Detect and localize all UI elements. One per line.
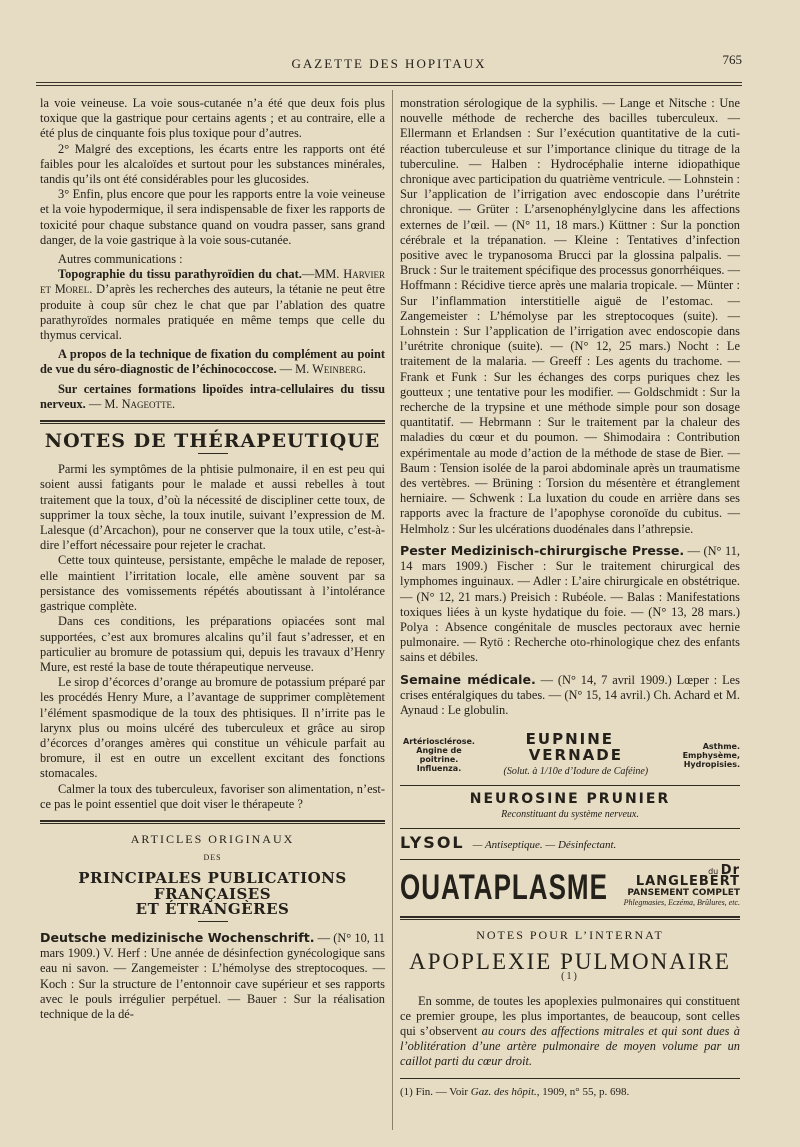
ad-ouataplasme-subtitle: PANSEMENT COMPLET [627, 888, 740, 899]
ad-ouataplasme-details [608, 863, 740, 908]
articles-des: DES [203, 853, 222, 863]
page-number: 765 [722, 52, 742, 67]
paragraph: Parmi les symptômes de la phtisie pulmonaire, il en est peu qui soient aussi fatigants pour le malade et aussi rebelles à tout traitement que la toux, d’où la nécessité de discipliner cette toux, de supprimer la toux sèche, la toux inutile, suivant l’expression de M. Lalesque (d’Arcachon), pour ne conserver que la toux utile, c’est-à-dire l’effort nécessaire pour rejeter le crachat. [40, 462, 385, 553]
ad-divider [400, 828, 740, 829]
right-column [400, 96, 740, 1100]
paragraph: Le sirop d’écorces d’orange au bromure de potassium préparé par les procédés Henry Mure, a l’avantage de supprimer complètement l’élément spasmodique de la toux des phtisiques. Il n’irrite pas le larynx plus ou moins ulcéré des tuberculeux et grâce au sirop d’écorces d’oranges amères qui constitue un véhicule parfait au bromure, il est en outre un excellent excitant des fonctions stomacales. [40, 675, 385, 781]
column-divider [392, 90, 393, 1130]
journal-name: Semaine médicale. [400, 671, 536, 687]
ad-eupnine-brand [478, 732, 674, 763]
section-rule [400, 916, 740, 920]
footnote [400, 1085, 740, 1100]
ad-neurosine-brand: NEUROSINE PRUNIER [469, 790, 671, 807]
footnote-text: (1) Fin. — Voir [400, 1085, 471, 1098]
paragraph-italic-text: au cours des affections mitrales et qui sont dues à l’oblitération d’une artère pulmonaire de moyen volume par un caillot parti du cœur droit. [400, 1024, 740, 1069]
communication-title: Topographie du tissu parathyroïdien du chat. [58, 267, 302, 282]
therapy-section-title: NOTES DE THÉRAPEUTIQUE [44, 430, 381, 453]
footnote-text: , 1909, n° 55, p. 698. [536, 1085, 630, 1098]
ad-ouataplasme-doctor: Dr LANGLEBERT [635, 863, 740, 890]
communication-authors: — M. Weinberg. [276, 362, 366, 377]
journal-entry [40, 930, 385, 1022]
journal-text-continued: monstration sérologique de la syphilis. — Lange et Nitsche : Une nouvelle méthode de recherche des bacilles tuberculeux. — Ellermann et Erlandsen : Sur l’exécution quantitative de la cuti-réaction tuberculeuse et sur l’importance clinique du titrage de la tuberculine. — Halben : Hydrocéphalie interne idiopathique chronique avec participation du quatrième ventricule. — Lohnstein : Sur l’application de l’irrigation avec endoscopie dans l’urétrite chronique. — Grüter : L’arsenophénylglycine dans les affections externes de l’œil. — (N° 11, 18 mars.) Küttner : Sur la ponction cérébrale et la trépanation. — Kleine : Tentatives d’infection positive avec le trypanosoma Brucci par la glossina palpalis. — Bruck : Sur le traitement spécifique des processus gonorrhéiques. — Hoffmann : Récidive tierce après une malaria tropicale. — Münter : Sur l’inflammation interstitielle aiguë de l’estomac. — Zangemeister : L’hémolyse par les streptocoques (suite). — Lohnstein : Sur l’application de l’irrigation avec endoscopie dans l’urétrite chronique (suite). — (N° 12, 25 mars.) Nocht : Le traitement de la malaria. — Greeff : Les agents du trachome. — Frank et Funk : Sur les échanges des corps puriques chez les goutteux ; une tentative pour les modifier. — Goldschmidt : Sur la recherche de la trypsine et une méthode simple pour son dosage quantitatif. — Hebrmann : Sur le traitement par la chaleur des maladies du cœur et du poumon. — Shimodaira : Contribution expérimentale au mode d’action de la méthode de stase de Bier. — Baum : Tension isolée de la paroi abdominale après un traumatisme des vertèbres. — Brüning : Torsion du mésentère et étranglement herniaire. — Schwenk : La luxation du coude en arrière dans ses rapports avec la fracture de l’apophyse coronoïde du cubitus. — Helmholz : Sur les ulcérations duodénales dans l’athrepsie. [400, 96, 740, 536]
paragraph: Dans ces conditions, les préparations opiacées sont mal supportées, c’est aux bromures alcalins qu’il faut s’adresser, et en particulier au bromure de potassium qui, depuis les travaux d’Henry Mure, est resté la base de toute thérapeutique nerveuse. [40, 614, 385, 674]
journal-text: — (N° 11, 14 mars 1909.) Fischer : Sur le traitement chirurgical des lymphomes inguinaux. — Adler : L’aire chirurgicale en obstétrique. — (N° 12, 21 mars.) Preisich : Rubéole. — Balas : Manifestations toxiques liées à un kyste hydatique du foie. — (N° 13, 28 mars.) Polya : Absence congénitale de muscles pectoraux avec hernie pulmonaire. — Rytö : Recherche oto-rhinologique chez des enfants sains et débiles. [400, 543, 740, 665]
communication-title: Sur certaines formations lipoïdes intra-cellulaires du tissu nerveux. [40, 381, 385, 411]
journal-name: Pester Medizinisch-chirurgische Presse. [400, 542, 685, 558]
left-column [40, 96, 385, 1022]
paragraph: la voie veineuse. La voie sous-cutanée n’a été que deux fois plus toxique que la gastrique pour certains agents ; et au contraire, elle a été plus de cinquante fois plus toxique pour d’autres. [40, 96, 385, 141]
communication-entry [40, 267, 385, 343]
paragraph-text: En somme, de toutes les apoplexies pulmonaires qui constituent ce premier groupe, les plus importantes, de beaucoup, sont celles qui s’observent [400, 993, 740, 1039]
header-rule [36, 82, 742, 86]
footnote-marker: (1) [561, 970, 579, 982]
ad-eupnine-center [478, 732, 674, 779]
ad-eupnine-indications-right: Asthme. Emphysème, Hydropisies. [682, 741, 740, 769]
ad-brand-word: EUPNINE [525, 730, 615, 749]
ad-divider [400, 859, 740, 860]
ad-neurosine-subtitle: Reconstituant du système nerveux. [501, 808, 639, 820]
section-rule [40, 820, 385, 824]
ad-eupnine-indications-left: Artériosclérose. Angine de poitrine. Influenza. [403, 737, 475, 774]
communication-authors: —MM. Harvier et Morel. [40, 267, 385, 297]
ad-neurosine [400, 792, 740, 822]
advertisements [400, 732, 740, 908]
apoplexy-title [400, 948, 740, 988]
journal-entry [400, 672, 740, 719]
communication-title: A propos de la technique de fixation du complément au point de vue du séro-diagnostic de l’échinococcose. [40, 347, 385, 377]
ad-lysol [400, 835, 740, 853]
journal-name: Deutsche medizinische Wochenschrift. [40, 929, 315, 945]
communication-entry [40, 347, 385, 377]
journal-entry [400, 543, 740, 666]
ad-ouataplasme [400, 863, 740, 908]
articles-title-line2: ET ÉTRANGÈRES [135, 899, 290, 918]
paragraph: 3° Enfin, plus encore que pour les rapports entre la voie veineuse et la voie hypodermique, il sera indispensable de fixer les rapports de toxicité pour chaque substance quand on voudra passer, sans grand danger, de la voie gastrique à la voie sous-cutanée. [40, 187, 385, 247]
title-underline [198, 453, 228, 454]
running-title: GAZETTE DES HOPITAUX [291, 56, 487, 71]
ad-brand-word: VERNADE [528, 746, 623, 765]
footnote-source: Gaz. des hôpit. [470, 1085, 537, 1098]
ad-divider [400, 785, 740, 786]
paragraph: 2° Malgré des exceptions, les écarts entre les rapports ont été faibles pour les alcaloïdes et surtout pour les substances minérales, tandis qu’ils ont été considérables pour les glucosides. [40, 141, 385, 187]
page-header [36, 52, 742, 80]
ad-ouataplasme-indications: Phlegmasies, Eczéma, Brûlures, etc. [623, 898, 740, 908]
articles-kicker: ARTICLES ORIGINAUX [130, 831, 295, 846]
title-underline [198, 921, 228, 922]
ad-lysol-subtitle: — Antiseptique. — Désinfectant. [472, 839, 617, 852]
ad-ouataplasme-brand: OUATAPLASME [400, 866, 608, 907]
internat-kicker: NOTES POUR L’INTERNAT [476, 928, 664, 943]
communication-entry [40, 382, 385, 412]
ad-eupnine-subtitle: (Solut. à 1/10e d’Iodure de Caféine) [503, 765, 649, 777]
paragraph [400, 994, 740, 1070]
paragraph: Cette toux quinteuse, persistante, empêche le malade de reposer, elle maintient l’irritation locale, elle amène souvent par sa persistance des vomissements répétés aboutissant à l’intolérance gastrique complète. [40, 553, 385, 614]
communication-body: D’après les recherches des auteurs, la tétanie ne peut être produite à coup sûr chez le chat que par l’ablation des quatre parathyroïdes normales pratiquée en même temps que celle du thymus cervical. [40, 282, 385, 343]
journal-text: — (N° 10, 11 mars 1909.) V. Herf : Une année de désinfection gynécologique sans eau ni savon. — Zangemeister : L’hémolyse des streptocoques. — Koch : Sur la structure de l’entonnoir cave supérieur et ses rapports avec le pouls irrégulier perpétuel. — Bauer : Sur la réalisation technique de la dé- [40, 930, 385, 1021]
section-rule [40, 420, 385, 424]
paragraph: Calmer la toux des tuberculeux, favoriser son alimentation, n’est-ce pas le point essentiel que doit viser le thérapeute ? [40, 781, 385, 811]
journal-text: — (N° 14, 7 avril 1909.) Lœper : Les crises entéralgiques du tabes. — (N° 15, 14 avril.) Ch. Achard et M. Aynaud : Le globulin. [400, 672, 740, 717]
ad-lysol-brand: LYSOL [400, 833, 465, 853]
communications-label: Autres communications : [58, 252, 183, 267]
articles-title-line1: PRINCIPALES PUBLICATIONS FRANÇAISES [78, 869, 347, 903]
ad-eupnine [400, 732, 740, 779]
apoplexy-title-text: APOPLEXIE PULMONAIRE [409, 948, 731, 974]
communication-authors: — M. Nageotte. [85, 396, 176, 411]
footnote-rule [400, 1078, 740, 1079]
ad-ouataplasme-du: du [708, 867, 719, 877]
